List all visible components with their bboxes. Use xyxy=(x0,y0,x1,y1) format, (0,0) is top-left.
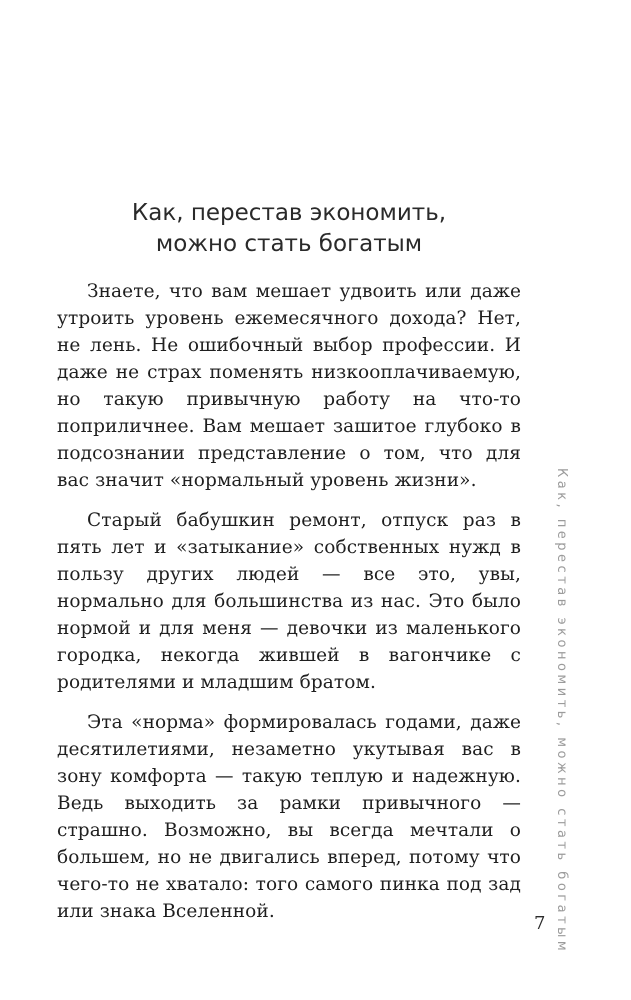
chapter-heading-line-2: можно стать богатым xyxy=(155,231,423,258)
paragraph: Знаете, что вам мешает удвоить или даже утроить уровень ежемесячного дохода? Нет, не лень. Не ошибочный выбор профессии. И даже не страх поменять низкооплачиваемую, но такую привычную работу на что-то поприличнее. Вам мешает зашитое глубоко в подсознании представление о том, что для вас значит «нормальный уровень жизни». xyxy=(57,281,521,491)
paragraph: Старый бабушкин ремонт, отпуск раз в пять лет и «затыкание» собственных нужд в пользу других людей — все это, увы, нормально для большинства из нас. Это было нормой и для меня — девочки из маленького городка, некогда жившей в вагончике с родителями и младшим братом. xyxy=(57,510,521,693)
chapter-heading-line-1: Как, перестав экономить, xyxy=(131,200,447,227)
body-text-column xyxy=(57,278,521,938)
chapter-heading xyxy=(57,198,521,260)
page-number: 7 xyxy=(534,913,546,934)
paragraph: Эта «норма» формировалась годами, даже десятилетиями, незаметно укутывая вас в зону комфорта — такую теплую и надежную. Ведь выходить за рамки привычного — страшно. Возможно, вы всегда мечтали о большем, но не двигались вперед, потому что чего-то не хватало: того самого пинка под зад или знака Вселенной. xyxy=(57,712,521,922)
vertical-running-title: Как, перестав экономить, можно стать богатым xyxy=(554,468,569,955)
